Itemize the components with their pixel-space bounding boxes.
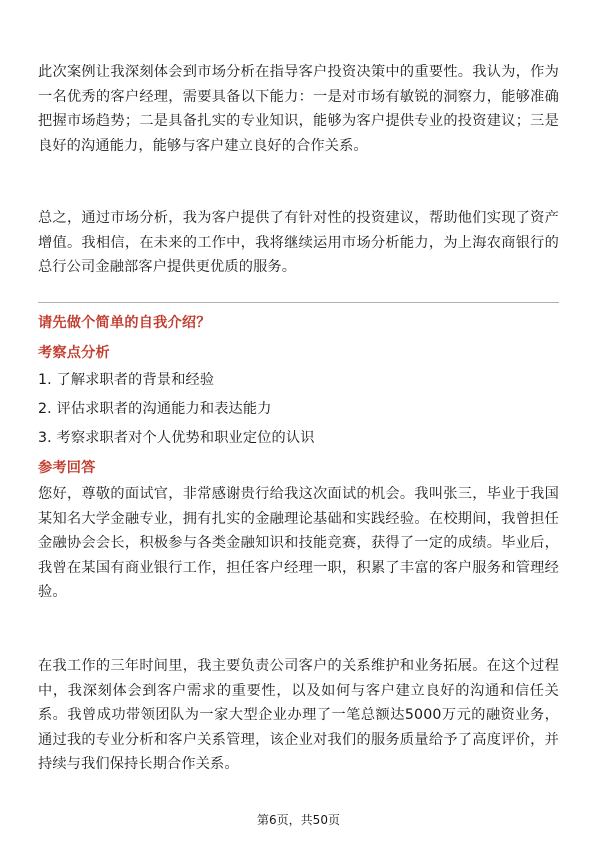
section-divider [38,302,559,303]
analysis-points-list [38,366,559,453]
document-page [38,0,559,842]
paragraph-conclusion: 总之，通过市场分析，我为客户提供了有针对性的投资建议，帮助他们实现了资产增值。我相信，在未来的工作中，我将继续运用市场分析能力，为上海农商银行的总行公司金融部客户提供更优质的服务。 [38,210,559,276]
analysis-point: 3. 考察求职者对个人优势和职业定位的认识 [38,430,315,446]
paragraph-case-reflection: 此次案例让我深刻体会到市场分析在指导客户投资决策中的重要性。我认为，作为一名优秀的客户经理，需要具备以下能力：一是对市场有敏锐的洞察力，能够准确把握市场趋势；二是具备扎实的专业知识，能够为客户提供专业的投资建议；三是良好的沟通能力，能够与客户建立良好的合作关系。 [38,64,559,154]
interview-question: 请先做个简单的自我介绍？ [38,315,211,331]
analysis-heading: 考察点分析 [38,345,110,361]
page-number: 第6页，共50页 [257,813,340,827]
analysis-point: 1. 了解求职者的背景和经验 [38,372,215,388]
answer-heading: 参考回答 [38,460,96,476]
paragraph-answer-intro: 您好，尊敬的面试官，非常感谢贵行给我这次面试的机会。我叫张三，毕业于我国某知名大学金融专业，拥有扎实的金融理论基础和实践经验。在校期间，我曾担任金融协会会长，积极参与各类金融知识和技能竞赛，获得了一定的成绩。毕业后，我曾在某国有商业银行工作，担任客户经理一职，积累了丰富的客户服务和管理经验。 [38,486,559,601]
analysis-point: 2. 评估求职者的沟通能力和表达能力 [38,401,272,417]
paragraph-answer-experience: 在我工作的三年时间里，我主要负责公司客户的关系维护和业务拓展。在这个过程中，我深刻体会到客户需求的重要性，以及如何与客户建立良好的沟通和信任关系。我曾成功带领团队为一家大型企业办理了一笔总额达5000万元的融资业务，通过我的专业分析和客户关系管理，该企业对我们的服务质量给予了高度评价，并持续与我们保持长期合作关系。 [38,658,559,773]
